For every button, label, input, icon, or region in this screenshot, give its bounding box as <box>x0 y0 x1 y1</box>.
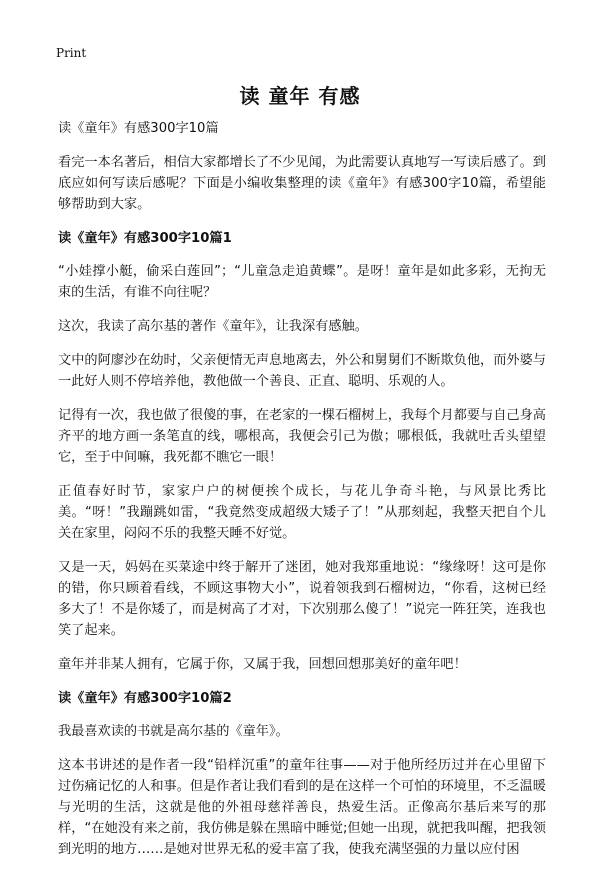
section-1-heading: 读《童年》有感300字10篇1 <box>58 231 232 246</box>
section-2-paragraph: 这本书讲述的是作者一段“铅样沉重”的童年往事——对于他所经历过并在心里留下过伤痛记忆的人和事。但是作者让我们看到的是在这样一个可怕的环境里，不乏温暖与光明的生活，这就是他的外祖母慈祥善良，热爱生活。正像高尔基后来写的那样，“在她没有来之前，我仿佛是躲在黑暗中睡觉;但她一出现，就把我叫醒，把我领到光明的地方……是她对世界无私的爱丰富了我，使我充满坚强的力量以应付困 <box>58 758 546 857</box>
section-1-paragraph: 正值春好时节，家家户户的树便挨个成长，与花儿争奇斗艳，与风景比秀比美。“呀！”我蹦跳如雷，“我竟然变成超级大矮子了！”从那刻起，我整天把自个儿关在家里，闷闷不乐的我整天睡不好觉。 <box>58 484 546 541</box>
section-1-paragraph: 记得有一次，我也做了很傻的事，在老家的一棵石榴树上，我每个月都要与自己身高齐平的地方画一条笔直的线，哪根高，我便会引己为傲；哪根低，我就吐舌头望望它，至于中间嘛，我死都不瞧它一眼！ <box>58 408 546 465</box>
section-1-paragraph: 童年并非某人拥有，它属于你，又属于我，回想回想那美好的童年吧！ <box>58 657 467 672</box>
section-2-paragraph: 我最喜欢读的书就是高尔基的《童年》。 <box>58 724 289 739</box>
page-title: 读 童年 有感 <box>239 84 361 108</box>
section-1-paragraph: “小娃撑小艇，偷采白莲回”；“儿童急走追黄蝶”。是呀！童年是如此多彩，无拘无束的生活，有谁不向往呢？ <box>58 264 546 300</box>
intro-paragraph: 看完一本名著后，相信大家都增长了不少见闻，为此需要认真地写一写读后感了。到底应如何写读后感呢？下面是小编收集整理的读《童年》有感300字10篇，希望能够帮助到大家。 <box>58 155 546 212</box>
intro-subtitle: 读《童年》有感300字10篇 <box>58 121 219 136</box>
article-body <box>58 118 546 873</box>
section-1-paragraph: 这次，我读了高尔基的著作《童年》，让我深有感触。 <box>58 319 368 334</box>
section-1-paragraph: 又是一天，妈妈在买菜途中终于解开了迷团，她对我郑重地说：“缘缘呀！这可是你的错，你只顾着看线，不顾这事物大小”，说着领我到石榴树边，“你看，这树已经多大了！不是你矮了，而是树高了才对，下次别那么傻了！”说完一阵狂笑，连我也笑了起来。 <box>58 560 546 638</box>
section-1-paragraph: 文中的阿廖沙在幼时，父亲便情无声息地离去，外公和舅舅们不断欺负他，而外婆与一此好人则不停培养他，教他做一个善良、正直、聪明、乐观的人。 <box>58 353 546 389</box>
print-link[interactable]: Print <box>56 46 87 60</box>
section-2-heading: 读《童年》有感300字10篇2 <box>58 691 232 706</box>
